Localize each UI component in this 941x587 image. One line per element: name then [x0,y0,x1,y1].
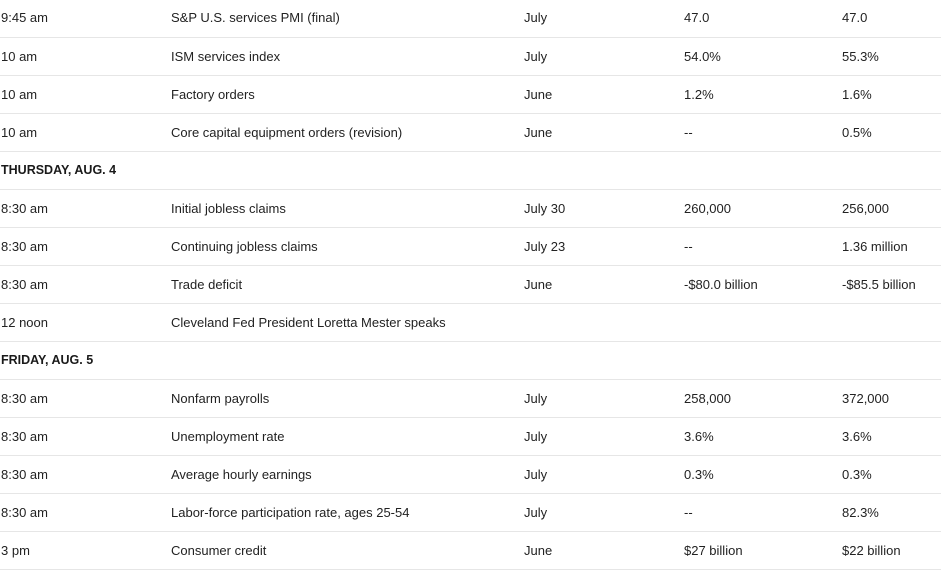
previous-cell: 0.5% [842,125,872,140]
time-cell: 8:30 am [1,467,48,482]
period-cell: July 23 [524,239,566,254]
period-cell: June [524,87,553,102]
table-row [0,38,941,76]
table-row [0,532,941,570]
forecast-cell: -- [684,125,693,140]
previous-cell: 82.3% [842,505,879,520]
previous-cell: 0.3% [842,467,872,482]
period-cell: June [524,543,553,558]
table-row [0,76,941,114]
period-cell: June [524,277,553,292]
period-cell: July [524,391,548,406]
previous-cell: 47.0 [842,10,868,25]
time-cell: 8:30 am [1,201,48,216]
previous-cell: $22 billion [842,543,901,558]
time-cell: 12 noon [1,315,48,330]
previous-cell: 372,000 [842,391,889,406]
report-cell: Cleveland Fed President Loretta Mester speaks [171,315,446,330]
report-cell: ISM services index [171,49,281,64]
report-cell: Core capital equipment orders (revision) [171,125,403,140]
table-row [0,304,941,342]
time-cell: 8:30 am [1,429,48,444]
previous-cell: 55.3% [842,49,879,64]
report-cell: Average hourly earnings [171,467,312,482]
previous-cell: -$85.5 billion [842,277,916,292]
time-cell: 8:30 am [1,391,48,406]
forecast-cell: -$80.0 billion [684,277,758,292]
report-cell: Nonfarm payrolls [171,391,270,406]
forecast-cell: 260,000 [684,201,731,216]
time-cell: 8:30 am [1,505,48,520]
day-header-label: THURSDAY, AUG. 4 [1,163,117,177]
previous-cell: 1.36 million [842,239,908,254]
time-cell: 10 am [1,125,38,140]
period-cell: July [524,467,548,482]
time-cell: 10 am [1,87,38,102]
table-row [0,114,941,152]
report-cell: S&P U.S. services PMI (final) [171,10,340,25]
time-cell: 10 am [1,49,38,64]
forecast-cell: -- [684,239,693,254]
table-row [0,0,941,38]
table-row [0,190,941,228]
table-row [0,228,941,266]
period-cell: July 30 [524,201,566,216]
table-row [0,380,941,418]
table-row [0,456,941,494]
time-cell: 8:30 am [1,239,48,254]
forecast-cell: 258,000 [684,391,731,406]
forecast-cell: 54.0% [684,49,721,64]
period-cell: July [524,10,548,25]
report-cell: Labor-force participation rate, ages 25-54 [171,505,410,520]
time-cell: 9:45 am [1,10,48,25]
table-row [0,266,941,304]
day-header-label: FRIDAY, AUG. 5 [1,353,94,367]
day-header-row [0,152,941,190]
previous-cell: 1.6% [842,87,872,102]
forecast-cell: 3.6% [684,429,714,444]
forecast-cell: -- [684,505,693,520]
report-cell: Unemployment rate [171,429,285,444]
report-cell: Continuing jobless claims [171,239,318,254]
period-cell: July [524,429,548,444]
report-cell: Factory orders [171,87,255,102]
report-cell: Initial jobless claims [171,201,286,216]
table-row [0,418,941,456]
time-cell: 3 pm [1,543,30,558]
period-cell: June [524,125,553,140]
table-row [0,494,941,532]
period-cell: July [524,49,548,64]
forecast-cell: 47.0 [684,10,710,25]
period-cell: July [524,505,548,520]
forecast-cell: 1.2% [684,87,714,102]
forecast-cell: $27 billion [684,543,743,558]
day-header-row [0,342,941,380]
previous-cell: 3.6% [842,429,872,444]
previous-cell: 256,000 [842,201,889,216]
forecast-cell: 0.3% [684,467,714,482]
time-cell: 8:30 am [1,277,48,292]
report-cell: Trade deficit [171,277,243,292]
report-cell: Consumer credit [171,543,267,558]
